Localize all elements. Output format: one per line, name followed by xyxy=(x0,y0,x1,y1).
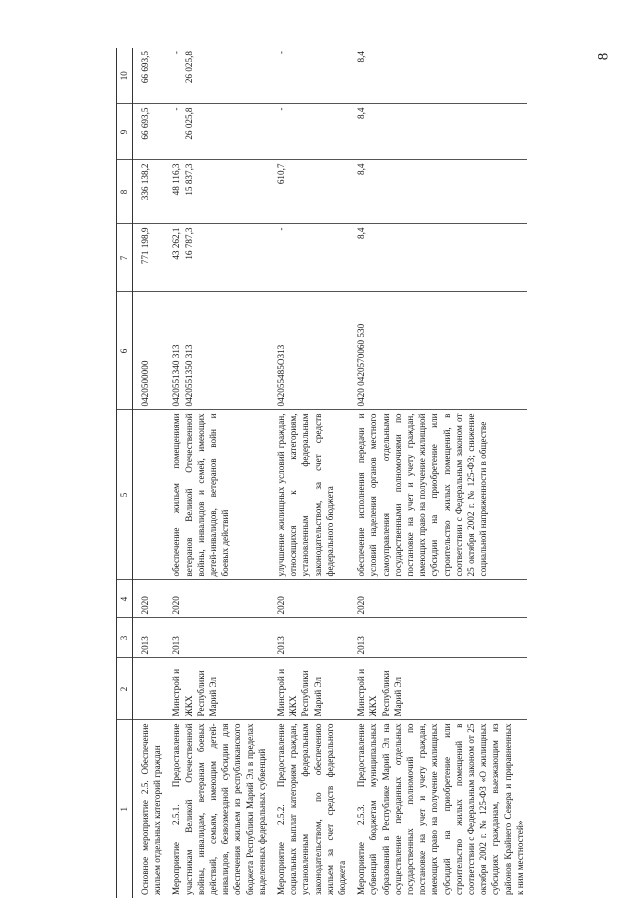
cell-value-9: 8,4 xyxy=(349,104,527,160)
cell-budget-code: 0420 0420570060 530 xyxy=(349,292,527,410)
cell-activity: Мероприятие 2.5.3. Предоставление субвенций бюджетам муниципальных образований в Республике Марий Эл на осуществление переданных отдельных государственных полномочий по постановке на учет и учету граждан, имеющих право на получение жилищных субсидий на приобретение или строительство жилых помещений в соответствии с Федеральным законом от 25 октября 2002 г. № 125-ФЗ «О жилищных субсидиях гражданам, выезжающим из районов Крайнего Севера и приравненных к ним местностей» xyxy=(356,723,525,895)
cell-activity: Мероприятие 2.5.1. Предоставление участникам Великой Отечественной войны, инвалидам, ветеранам боевых действий, семьям, имеющим детей-инвалидов, безвозмездной субсидии для обеспечения жильем из республиканского бюджета Республики Марий Эл в пределах выделенных федеральных субвенций xyxy=(171,723,267,895)
cell-value-9: 66 693,5 xyxy=(133,104,165,160)
header-row xyxy=(117,48,133,898)
table-row xyxy=(133,48,165,898)
cell-value-10: 66 693,5 xyxy=(133,48,165,104)
table-row xyxy=(269,48,349,898)
cell-budget-code: 0420500000 xyxy=(133,292,165,410)
cell-executor: Минстрой и ЖКХ Республики Марий Эл xyxy=(349,658,527,720)
page-number: 8 xyxy=(595,52,612,61)
cell-executor: Минстрой и ЖКХ Республики Марий Эл xyxy=(164,658,269,720)
rotated-table-page xyxy=(116,48,621,898)
cell-activity: Основное мероприятие 2.5. Обеспечение жильем отдельных категорий граждан xyxy=(140,723,163,895)
cell-start-year: 2013 xyxy=(349,618,527,658)
cell-activity: Мероприятие 2.5.2. Предоставление социальных выплат категориям граждан, установленным федеральным законодательством, по обеспечению жильем за счет средств федерального бюджета xyxy=(276,723,348,895)
cell-value-7: 771 198,9 xyxy=(133,224,165,292)
cell-end-year: 2020 xyxy=(164,580,269,618)
col-header-7: 7 xyxy=(117,224,133,292)
cell-value-8: 336 138,2 xyxy=(133,160,165,224)
col-header-3: 3 xyxy=(117,618,133,658)
cell-executor: Минстрой и ЖКХ Республики Марий Эл xyxy=(269,658,349,720)
cell-value-10: 8,4 xyxy=(349,48,527,104)
cell-value-10: - xyxy=(269,48,349,104)
col-header-1: 1 xyxy=(117,720,133,898)
col-header-9: 9 xyxy=(117,104,133,160)
cell-budget-code: 042055485О313 xyxy=(269,292,349,410)
col-header-2: 2 xyxy=(117,658,133,720)
cell-value-7: - xyxy=(269,224,349,292)
cell-end-year: 2020 xyxy=(133,580,165,618)
cell-result: улучшение жилищных условий граждан, относящихся к категориям, установленным федеральным законодательством, за счет средств федерального бюджета xyxy=(269,410,349,580)
col-header-4: 4 xyxy=(117,580,133,618)
cell-end-year: 2020 xyxy=(269,580,349,618)
col-header-8: 8 xyxy=(117,160,133,224)
cell-result: обеспечение исполнения передачи и условий наделения органов местного самоуправления отдельными государственными полномочиями по постановке на учет и учету граждан, имеющих право на получение жилищной субсидии на приобретение или строительство жилых помещений, в соответствии с Федеральным законом от 25 октября 2002 г. № 125-ФЗ; снижение социальной напряженности в обществе xyxy=(349,410,527,580)
cell-value-8: 8,4 xyxy=(349,160,527,224)
col-header-10: 10 xyxy=(117,48,133,104)
cell-executor xyxy=(133,658,165,720)
cell-start-year: 2013 xyxy=(164,618,269,658)
cell-value-10: - 26 025,8 xyxy=(164,48,269,104)
cell-result: обеспечение жильем помещениями ветеранов Великой Отечественной войны, инвалидов и семей, имеющих детей-инвалидов, ветеранов войн и боевых действий xyxy=(164,410,269,580)
cell-value-7: 8,4 xyxy=(349,224,527,292)
table-row xyxy=(349,48,527,898)
cell-value-7: 43 262,1 16 787,3 xyxy=(164,224,269,292)
cell-end-year: 2020 xyxy=(349,580,527,618)
cell-result xyxy=(133,410,165,580)
col-header-6: 6 xyxy=(117,292,133,410)
cell-start-year: 2013 xyxy=(269,618,349,658)
cell-value-9: - 26 025,8 xyxy=(164,104,269,160)
cell-budget-code: 0420551340 313 0420551350 313 xyxy=(164,292,269,410)
col-header-5: 5 xyxy=(117,410,133,580)
program-activities-table xyxy=(116,48,527,898)
cell-value-8: 610,7 xyxy=(269,160,349,224)
cell-value-8: 48 116,3 15 837,3 xyxy=(164,160,269,224)
cell-value-9: - xyxy=(269,104,349,160)
cell-start-year: 2013 xyxy=(133,618,165,658)
table-row xyxy=(164,48,269,898)
